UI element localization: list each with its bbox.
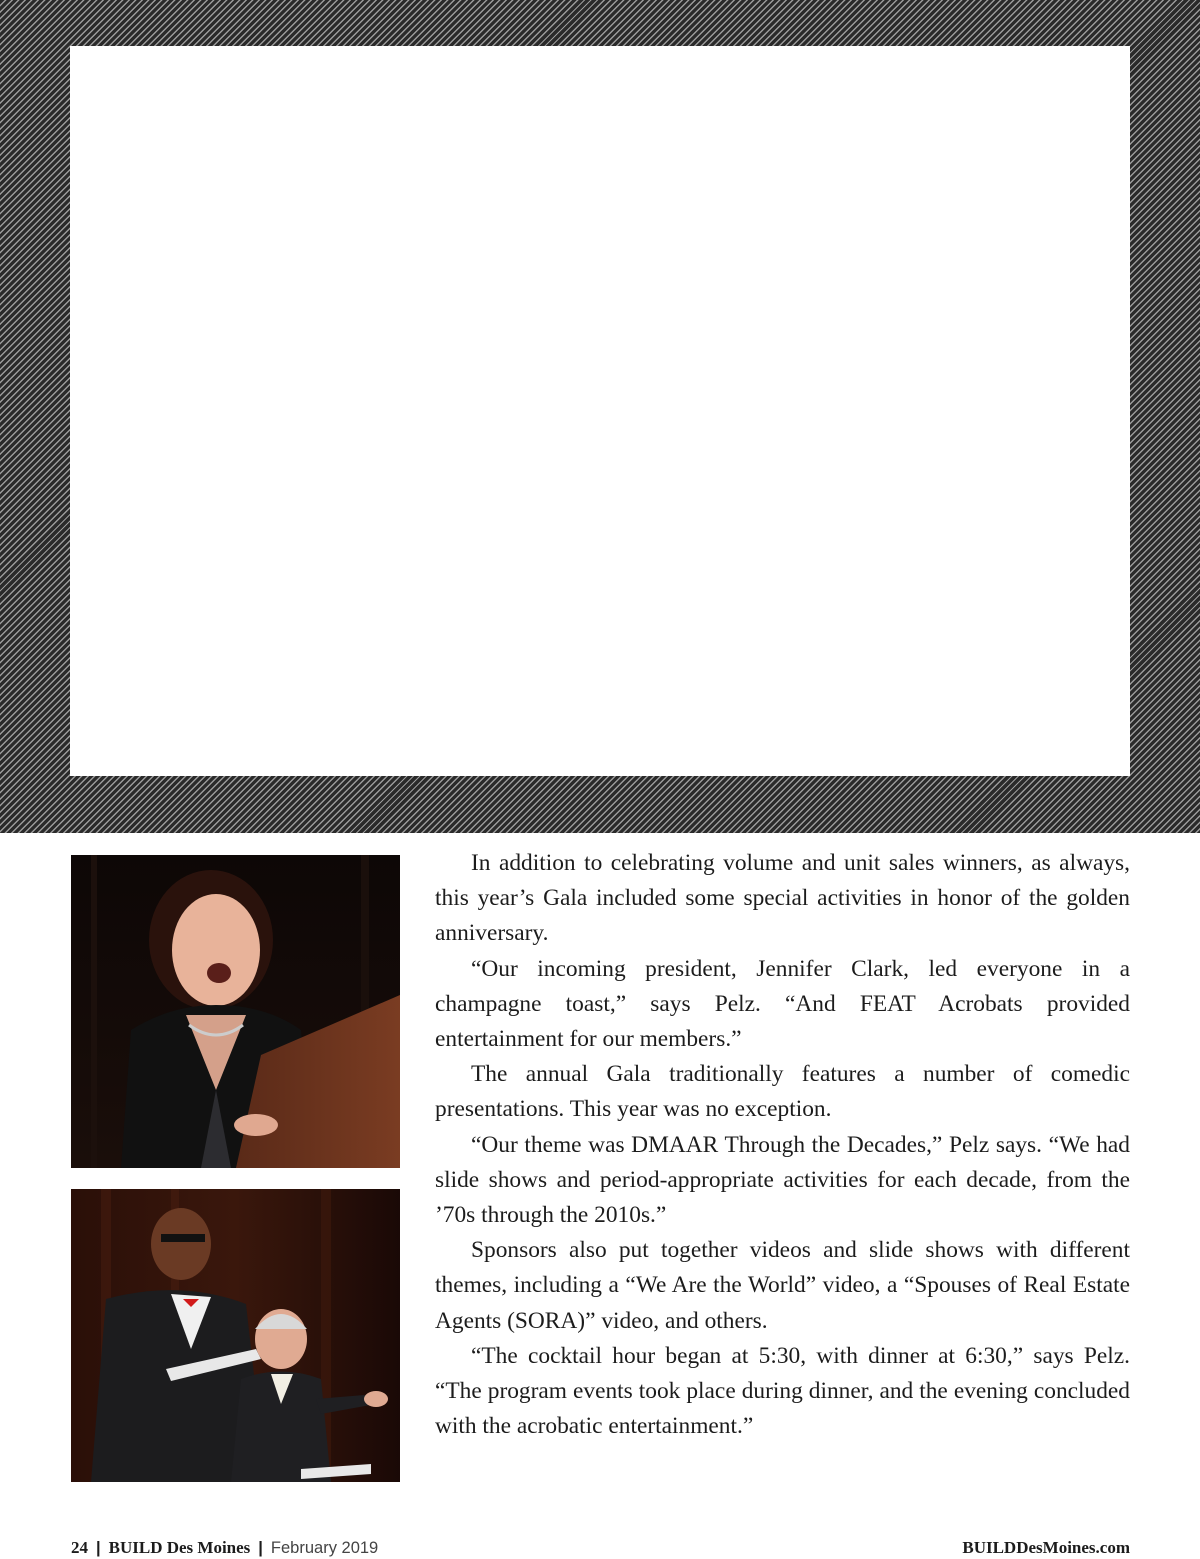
issue-date: February 2019 [270,1539,379,1557]
footer-separator: | [96,1539,101,1557]
footer-separator: | [258,1539,263,1557]
footer-folio [71,1537,378,1559]
article-paragraph: “The cocktail hour began at 5:30, with dinner at 6:30,” says Pelz. “The program events took place during dinner, and the evening concluded with the acrobatic entertainment.” [435,1342,1130,1440]
article-paragraph: In addition to celebrating volume and unit sales winners, as always, this year’s Gala included some special activities in honor of the golden anniversary. [435,850,1130,947]
photo-woman-at-podium [71,855,400,1168]
photo-speakers-on-stage [71,1189,400,1482]
article-paragraph: “Our theme was DMAAR Through the Decades,” Pelz says. “We had slide shows and period-appropriate activities for each decade, from the ’70s through the 2010s.” [435,1131,1130,1229]
website-link[interactable]: BUILDDesMoines.com [962,1538,1130,1557]
article-paragraph: “Our incoming president, Jennifer Clark, led everyone in a champagne toast,” says Pelz. “And FEAT Acrobats provided entertainment for our members.” [435,955,1130,1053]
hero-photo-placeholder [70,46,1130,776]
publication-name: BUILD Des Moines [108,1538,251,1557]
page-footer [71,1537,1130,1559]
page-number: 24 [71,1538,88,1557]
article-paragraph: Sponsors also put together videos and slide shows with different themes, including a “We Are the World” video, a “Spouses of Real Estate Agents (SORA)” video, and others. [435,1237,1130,1334]
article-body [435,846,1130,1444]
article-paragraph: The annual Gala traditionally features a number of comedic presentations. This year was no exception. [435,1061,1130,1123]
